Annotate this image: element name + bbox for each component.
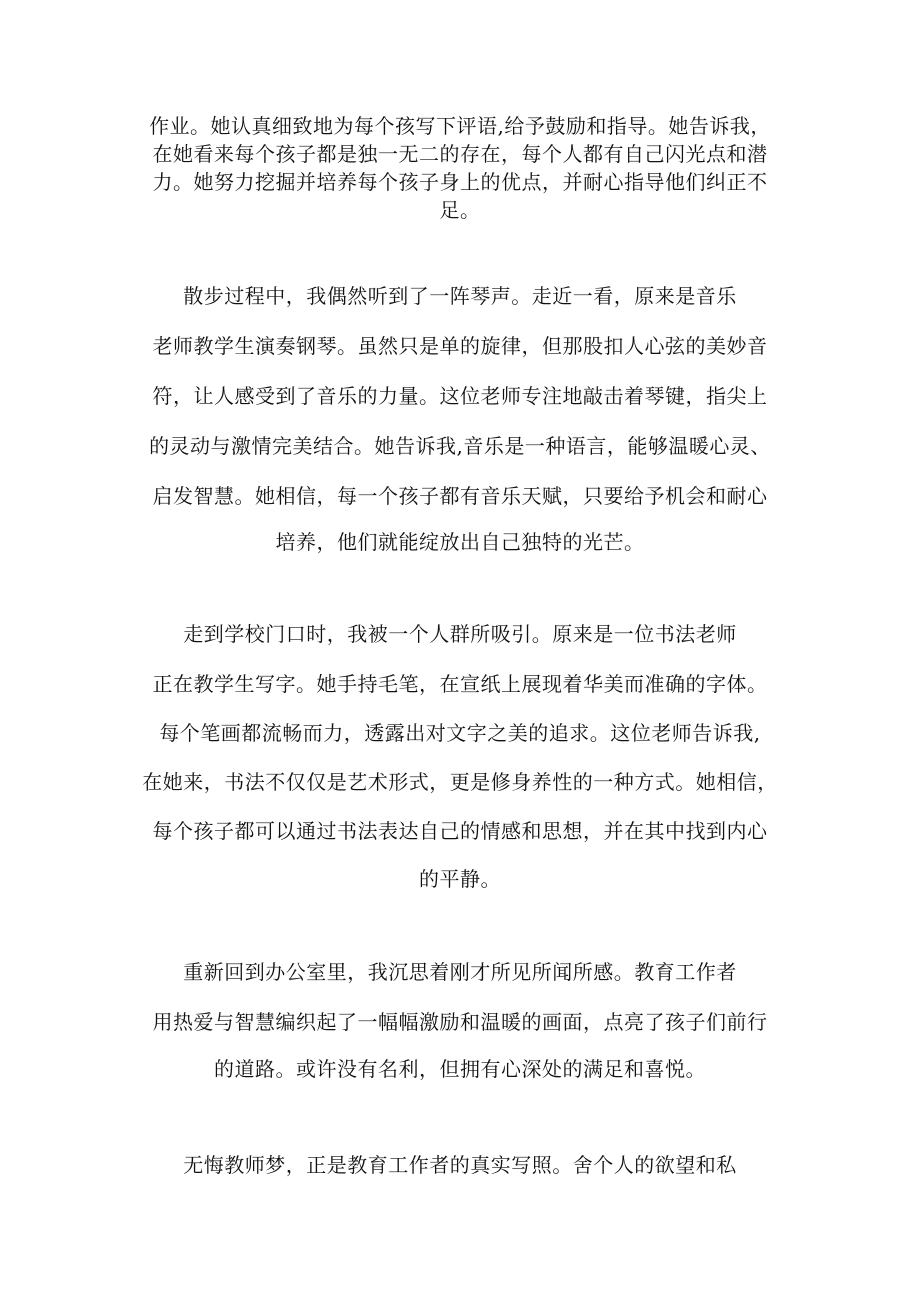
text-line: 的道路。或许没有名利，但拥有心深处的满足和喜悦。 (214, 1057, 706, 1081)
text-line: 启发智慧。她相信，每一个孩子都有音乐天赋，只要给予机会和耐心 (152, 484, 768, 508)
text-line: 的平静。 (419, 867, 501, 891)
text-line: 散步过程中，我偶然听到了一阵琴声。走近一看，原来是音乐 (183, 284, 737, 308)
text-line: 在她看来每个孩子都是独一无二的存在，每个人都有自己闪光点和潜 (152, 142, 768, 166)
text-line: 用热爱与智慧编织起了一幅幅激励和温暖的画面，点亮了孩子们前行 (152, 1010, 768, 1034)
text-line: 重新回到办公室里，我沉思着刚才所见所闻所感。教育工作者 (183, 960, 737, 984)
text-line: 在她来，书法不仅仅是艺术形式，更是修身养性的一种方式。她相信， (142, 770, 778, 794)
text-line: 力。她努力挖掘并培养每个孩子身上的优点，并耐心指导他们纠正不 (152, 170, 768, 194)
text-line: 足。 (439, 198, 481, 222)
text-line: 作业。她认真细致地为每个孩写下评语,给予鼓励和指导。她告诉我， (149, 114, 771, 138)
text-line: 无悔教师梦，正是教育工作者的真实写照。舍个人的欲望和私 (183, 1153, 737, 1177)
text-line: 正在教学生写字。她手持毛笔，在宣纸上展现着华美而准确的字体。 (152, 672, 768, 696)
text-line: 每个孩子都可以通过书法表达自己的情感和思想，并在其中找到内心 (152, 819, 768, 843)
text-line: 每个笔画都流畅而力，透露出对文字之美的追求。这位老师告诉我, (159, 721, 761, 745)
text-line: 符，让人感受到了音乐的力量。这位老师专注地敲击着琴键，指尖上 (152, 384, 768, 408)
text-line: 的灵动与激情完美结合。她告诉我,音乐是一种语言，能够温暖心灵、 (149, 434, 771, 458)
text-line: 老师教学生演奏钢琴。虽然只是单的旋律，但那股扣人心弦的美妙音 (152, 334, 768, 358)
text-line: 培养，他们就能绽放出自己独特的光芒。 (275, 530, 645, 554)
text-line: 走到学校门口时，我被一个人群所吸引。原来是一位书法老师 (183, 622, 737, 646)
